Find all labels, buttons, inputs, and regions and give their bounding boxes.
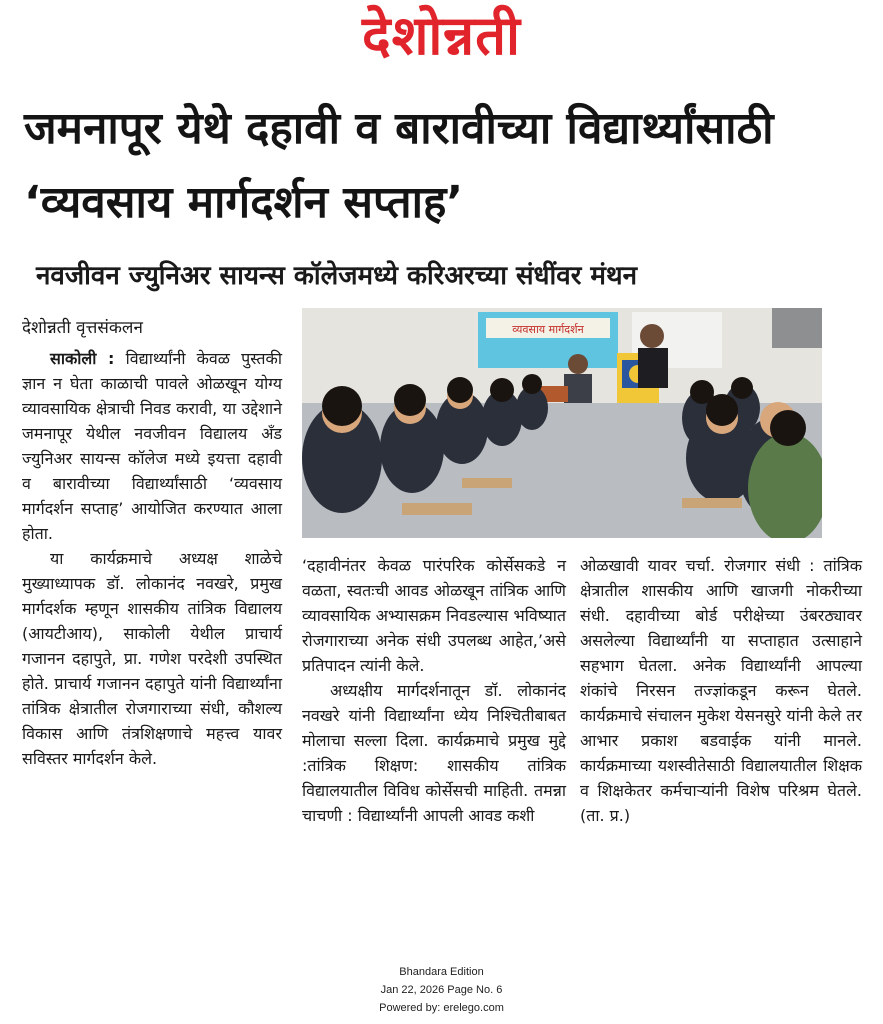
date-page-label: Jan 22, 2026 Page No. 6 <box>380 984 503 996</box>
dateline: साकोली : <box>50 349 115 368</box>
footer <box>0 963 883 1017</box>
article-paragraph-3: ‘दहावीनंतर केवळ पारंपरिक कोर्सेसकडे न वळता, स्वतःची आवड ओळखून तांत्रिक आणि व्यावसायिक अभ्यासक्रम निवडल्यास भविष्यात रोजगाराच्या अनेक संधी उपलब्ध आहेत,’असे प्रतिपादन त्यांनी केले. <box>302 556 566 675</box>
headline: जमनापूर येथे दहावी व बारावीच्या विद्यार्थ्यांसाठी ‘व्यवसाय मार्गदर्शन सप्ताह’ <box>24 103 774 228</box>
article-column-2 <box>302 553 566 828</box>
event-photo <box>302 308 822 538</box>
subheadline: नवजीवन ज्युनिअर सायन्स कॉलेजमध्ये करिअरच्या संधींवर मंथन <box>36 261 638 291</box>
article-paragraph-1: विद्यार्थ्यांनी केवळ पुस्तकी ज्ञान न घेता काळाची पावले ओळखून योग्य व्यावसायिक क्षेत्राची निवड करावी, या उद्देशाने जमनापूर येथील नवजीवन विद्यालय अँड ज्युनिअर सायन्स कॉलेज मध्ये इयत्ता दहावी व बारावीच्या विद्यार्थ्यांसाठी ‘व्यवसाय मार्गदर्शन सप्ताह’ आयोजित करण्यात आला होता. <box>22 349 282 543</box>
masthead-logo: देशोन्नती <box>362 4 521 67</box>
edition-label: Bhandara Edition <box>399 966 484 978</box>
banner-text: व्यवसाय मार्गदर्शन <box>512 323 584 336</box>
article-column-1 <box>22 346 282 771</box>
article-paragraph-2: या कार्यक्रमाचे अध्यक्ष शाळेचे मुख्याध्यापक डॉ. लोकानंद नवखरे, प्रमुख मार्गदर्शक म्हणून शासकीय तांत्रिक विद्यालय (आयटीआय), साकोली येथील प्राचार्य गजानन दहापुते, प्रा. गणेश परदेशी उपस्थित होते. प्राचार्य गजानन दहापुते यांनी विद्यार्थ्यांना तांत्रिक क्षेत्रातील रोजगाराच्या संधी, कौशल्य विकास आणि तंत्रशिक्षणाचे महत्त्व यावर सविस्तर मार्गदर्शन केले. <box>22 549 282 768</box>
article-paragraph-5: ओळखावी यावर चर्चा. रोजगार संधी : तांत्रिक क्षेत्रातील शासकीय आणि खाजगी नोकरीच्या संधी. दहावीच्या बोर्ड परीक्षेच्या उंबरठ्यावर असलेल्या विद्यार्थ्यांनी या सप्ताहात उत्साहाने सहभाग घेतला. अनेक विद्यार्थ्यांनी आपल्या शंकांचे निरसन तज्ज्ञांकडून करून घेतले. कार्यक्रमाचे संचालन मुकेश येसनसुरे यांनी केले तर आभार प्रकाश बडवाईक यांनी मानले. कार्यक्रमाच्या यशस्वीतेसाठी विद्यालयातील शिक्षक व शिक्षकेतर कर्मचाऱ्यांनी विशेष परिश्रम घेतले. (ता. प्र.) <box>580 556 862 825</box>
masthead <box>0 0 883 78</box>
article-paragraph-4: अध्यक्षीय मार्गदर्शनातून डॉ. लोकानंद नवखरे यांनी विद्यार्थ्यांना ध्येय निश्चितीबाबत मोलाचा सल्ला दिला. कार्यक्रमाचे प्रमुख मुद्दे :तांत्रिक शिक्षण: शासकीय तांत्रिक विद्यालयातील विविध कोर्सेसची माहिती. तमन्ना चाचणी : विद्यार्थ्यांनी आपली आवड कशी <box>302 681 566 825</box>
classroom-photo-illustration <box>302 308 822 538</box>
article-column-3 <box>580 553 862 828</box>
byline: देशोन्नती वृत्तसंकलन <box>22 318 143 338</box>
powered-by-link[interactable]: Powered by: erelego.com <box>379 1002 504 1014</box>
